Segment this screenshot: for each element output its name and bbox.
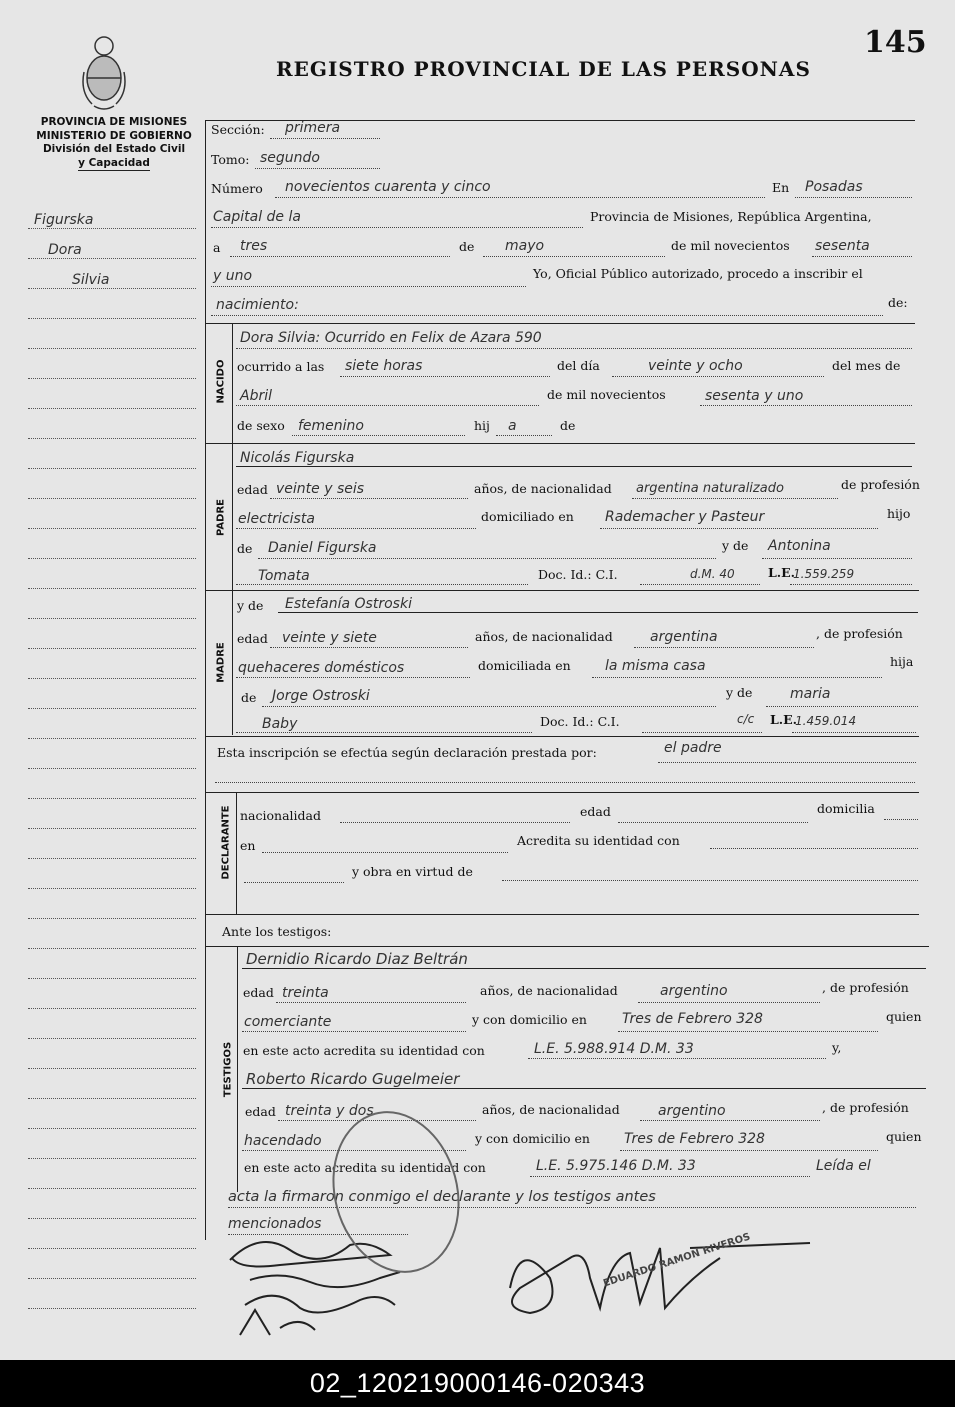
mes-nac-line xyxy=(236,405,539,406)
madre-apellido-line xyxy=(236,732,532,733)
testigo1-dom-line xyxy=(618,1031,878,1032)
dia-value: tres xyxy=(240,238,268,254)
margin-line xyxy=(28,1158,196,1159)
testigo1-edad-value: treinta xyxy=(282,985,329,1001)
margin-line xyxy=(28,1308,196,1309)
margin-line xyxy=(28,1008,196,1009)
anio2-line xyxy=(211,286,526,287)
testigos-inner-rule xyxy=(205,946,929,947)
margin-line xyxy=(28,948,196,949)
padre-edad-line xyxy=(270,498,468,499)
capital-value: Capital de la xyxy=(213,209,301,225)
padre-nac-line xyxy=(632,498,838,499)
testigo2-name-line xyxy=(242,1088,926,1089)
margin-line xyxy=(28,318,196,319)
margin-line xyxy=(28,768,196,769)
margin-line xyxy=(28,858,196,859)
madre-name-line xyxy=(278,612,918,613)
madre-rule xyxy=(205,590,919,591)
en-label: En xyxy=(772,180,790,195)
testigo1-prof-label: , de profesión xyxy=(822,980,909,995)
declarante-acredita-label: Acredita su identidad con xyxy=(517,833,680,848)
dia-nac-label: del día xyxy=(557,358,600,373)
declaracion-line-2 xyxy=(215,782,915,783)
madre-edad-value: veinte y siete xyxy=(282,630,377,646)
madre-apellido-value: Baby xyxy=(262,716,298,732)
testigo2-nac-line xyxy=(640,1120,820,1121)
margin-line xyxy=(28,1188,196,1189)
dia-nac-line xyxy=(612,376,824,377)
acta-line xyxy=(228,1207,916,1208)
numero-line xyxy=(275,197,765,198)
en-line xyxy=(795,197,912,198)
hij-de-label: de xyxy=(560,418,576,433)
testigo1-prof-line xyxy=(242,1031,466,1032)
testigo1-edad-label: edad xyxy=(243,985,274,1000)
footer-code: 02_120219000146-020343 xyxy=(0,1360,955,1407)
madre-nac-value: argentina xyxy=(650,629,718,645)
padre-prof-line xyxy=(236,528,476,529)
declarante-obra-label: y obra en virtud de xyxy=(352,864,473,879)
madre-yde2-label: y de xyxy=(726,685,753,700)
testigo1-dom-value: Tres de Febrero 328 xyxy=(622,1011,763,1027)
declarante-edad-line xyxy=(618,822,808,823)
padre-yde-value: Antonina xyxy=(768,538,831,554)
testigo1-dom-label: y con domicilio en xyxy=(472,1012,587,1027)
margin-line xyxy=(28,228,196,229)
hora-line xyxy=(340,376,550,377)
padre-prof-label: de profesión xyxy=(841,477,920,492)
padre-apellido-line xyxy=(236,584,528,585)
madre-hija-label: hija xyxy=(890,654,914,669)
testigo2-nac-value: argentino xyxy=(658,1103,726,1119)
margin-line xyxy=(28,1248,196,1249)
anio1-line xyxy=(812,256,912,257)
declaracion-rule xyxy=(205,736,919,737)
a-label: a xyxy=(213,240,221,255)
margin-line xyxy=(28,618,196,619)
testigo2-dom-value: Tres de Febrero 328 xyxy=(624,1131,765,1147)
padre-nac-value: argentina naturalizado xyxy=(636,481,784,496)
declaracion-label: Esta inscripción se efectúa según declaración prestada por: xyxy=(217,745,597,760)
leida-text: Leída el xyxy=(816,1158,871,1174)
padre-yde-label: y de xyxy=(722,538,749,553)
mes-value: mayo xyxy=(505,238,545,254)
margin-name2: Silvia xyxy=(72,272,110,288)
padre-dom-label: domiciliado en xyxy=(481,509,574,524)
testigo2-name: Roberto Ricardo Gugelmeier xyxy=(246,1070,460,1088)
numero-value: novecientos cuarenta y cinco xyxy=(285,179,491,195)
hij-value: a xyxy=(508,418,517,434)
testigo2-dom-line xyxy=(620,1150,878,1151)
nacido-name: Dora Silvia: Ocurrido en Felix de Azara 590 xyxy=(240,330,542,346)
padre-dom-line xyxy=(600,528,878,529)
mes-nac-label: del mes de xyxy=(832,358,901,373)
madre-le-label: L.E. xyxy=(770,712,798,727)
ocurrido-label: ocurrido a las xyxy=(237,359,325,374)
padre-de-line xyxy=(258,558,716,559)
declarante-divider xyxy=(236,792,237,914)
margin-line xyxy=(28,1098,196,1099)
padre-section-label: PADRE xyxy=(215,499,227,536)
tomo-line xyxy=(255,168,380,169)
testigo1-id-line xyxy=(528,1058,826,1059)
de-label: de xyxy=(459,239,475,254)
province-label: PROVINCIA DE MISIONES xyxy=(40,116,188,128)
testigo1-nac-label: años, de nacionalidad xyxy=(480,983,618,998)
madre-dom-label: domiciliada en xyxy=(478,658,571,673)
margin-line xyxy=(28,378,196,379)
declarante-en-line xyxy=(262,852,508,853)
testigo1-quien-label: quien xyxy=(886,1009,922,1024)
tomo-value: segundo xyxy=(260,150,320,166)
coat-of-arms-icon xyxy=(78,32,130,112)
hij-line xyxy=(496,435,552,436)
padre-hijo-label: hijo xyxy=(887,506,911,521)
margin-line xyxy=(28,678,196,679)
acto-line xyxy=(211,315,883,316)
margin-line xyxy=(28,798,196,799)
margin-line xyxy=(28,288,196,289)
testigo1-nac-line xyxy=(638,1002,820,1003)
testigo2-acredita-label: en este acto acredita su identidad con xyxy=(244,1160,486,1175)
testigo1-name-line xyxy=(242,968,926,969)
declarante-dom-label: domicilia xyxy=(817,801,875,816)
mes-line xyxy=(483,256,665,257)
padre-ci-value: d.M. 40 xyxy=(690,567,735,581)
de-end-label: de: xyxy=(888,295,908,310)
record-number: 145 xyxy=(864,25,927,60)
testigo2-id-line xyxy=(530,1176,810,1177)
dia-nac-value: veinte y ocho xyxy=(648,358,743,374)
nacido-name-line xyxy=(236,348,912,349)
declarante-obra-line xyxy=(502,880,918,881)
nacido-rule xyxy=(205,323,915,324)
testigo2-edad-value: treinta y dos xyxy=(285,1103,374,1119)
padre-de-label: de xyxy=(237,541,253,556)
declarante-dom-line xyxy=(884,819,918,820)
margin-line xyxy=(28,258,196,259)
testigos-ante-label: Ante los testigos: xyxy=(222,924,332,939)
testigos-rule xyxy=(205,914,919,915)
tomo-label: Tomo: xyxy=(211,152,250,167)
margin-line xyxy=(28,588,196,589)
padre-le-value: 1.559.259 xyxy=(793,567,855,581)
madre-name: Estefanía Ostroski xyxy=(285,596,412,612)
form-left-rule xyxy=(205,120,206,1240)
anio-nac-value: sesenta y uno xyxy=(705,388,804,404)
padre-le-label: L.E. xyxy=(768,565,796,580)
margin-name1: Dora xyxy=(48,242,82,258)
sexo-label: de sexo xyxy=(237,418,285,433)
declarante-obra-pre-line xyxy=(244,882,344,883)
testigo1-id-value: L.E. 5.988.914 D.M. 33 xyxy=(534,1041,694,1057)
margin-line xyxy=(28,708,196,709)
division-label: División del Estado Civil xyxy=(42,143,186,155)
acto-value: nacimiento: xyxy=(216,297,299,313)
nacido-section-label: NACIDO xyxy=(215,359,227,404)
madre-de-line xyxy=(262,706,716,707)
madre-yde2-value: maria xyxy=(790,686,831,702)
testigos-divider xyxy=(237,946,238,1192)
madre-prof-label: , de profesión xyxy=(816,626,903,641)
padre-rule xyxy=(205,443,915,444)
seccion-label: Sección: xyxy=(211,122,265,137)
padre-nac-label: años, de nacionalidad xyxy=(474,481,612,496)
margin-line xyxy=(28,468,196,469)
testigo1-prof-value: comerciante xyxy=(244,1014,332,1030)
padre-dom-value: Rademacher y Pasteur xyxy=(605,509,765,525)
mes-nac-value: Abril xyxy=(240,388,272,404)
padre-le-line xyxy=(790,584,912,585)
margin-line xyxy=(28,1278,196,1279)
testigo2-prof-value: hacendado xyxy=(244,1133,322,1149)
madre-de-label: de xyxy=(241,690,257,705)
declarante-nac-label: nacionalidad xyxy=(240,808,321,823)
margin-line xyxy=(28,438,196,439)
testigos-section-label: TESTIGOS xyxy=(222,1041,234,1098)
testigo2-edad-label: edad xyxy=(245,1104,276,1119)
padre-divider xyxy=(232,443,233,590)
madre-nac-label: años, de nacionalidad xyxy=(475,629,613,644)
margin-line xyxy=(28,888,196,889)
madre-edad-line xyxy=(270,647,468,648)
official-stamp-text: EDUARDO RAMON RIVEROS xyxy=(602,1231,752,1290)
madre-ci-line xyxy=(642,732,762,733)
provincia-label: Provincia de Misiones, República Argentina, xyxy=(590,209,872,224)
declarante-edad-label: edad xyxy=(580,804,611,819)
madre-yde-label: y de xyxy=(237,598,264,613)
margin-line xyxy=(28,648,196,649)
dia-line xyxy=(230,256,450,257)
testigo2-nac-label: años, de nacionalidad xyxy=(482,1102,620,1117)
capital-line xyxy=(211,227,583,228)
testigo2-quien-label: quien xyxy=(886,1129,922,1144)
madre-dom-value: la misma casa xyxy=(605,658,706,674)
madre-prof-line xyxy=(236,677,470,678)
official-signature xyxy=(490,1218,820,1338)
madre-edad-label: edad xyxy=(237,631,268,646)
madre-dom-line xyxy=(592,677,882,678)
numero-label: Número xyxy=(211,181,263,196)
hij-label: hij xyxy=(474,418,490,433)
mencionados-text: mencionados xyxy=(228,1216,322,1232)
acta-text: acta la firmaron conmigo el declarante y los testigos antes xyxy=(228,1189,656,1205)
nacido-divider xyxy=(232,323,233,443)
madre-yde2-line xyxy=(766,706,918,707)
padre-edad-label: edad xyxy=(237,482,268,497)
testigo1-name: Dernidio Ricardo Diaz Beltrán xyxy=(246,950,468,968)
testigo2-id-value: L.E. 5.975.146 D.M. 33 xyxy=(536,1158,696,1174)
testigo1-y-label: y, xyxy=(832,1040,842,1055)
margin-line xyxy=(28,1128,196,1129)
madre-divider xyxy=(232,590,233,735)
declaracion-value: el padre xyxy=(664,740,722,756)
declarante-nac-line xyxy=(340,822,570,823)
mil-label: de mil novecientos xyxy=(671,238,790,253)
madre-doc-label: Doc. Id.: C.I. xyxy=(540,714,620,729)
document-title: REGISTRO PROVINCIAL DE LAS PERSONAS xyxy=(276,57,811,81)
anio1-value: sesenta xyxy=(815,238,870,254)
margin-line xyxy=(28,558,196,559)
testigo1-acredita-label: en este acto acredita su identidad con xyxy=(243,1043,485,1058)
margin-line xyxy=(28,918,196,919)
mil-nac-label: de mil novecientos xyxy=(547,387,666,402)
padre-apellido-value: Tomata xyxy=(258,568,310,584)
testigo1-edad-line xyxy=(276,1002,466,1003)
declarante-en-label: en xyxy=(240,838,256,853)
margin-line xyxy=(28,348,196,349)
margin-line xyxy=(28,828,196,829)
madre-le-value: 1.459.014 xyxy=(795,714,857,728)
declarante-rule xyxy=(205,792,919,793)
ministry-label: MINISTERIO DE GOBIERNO xyxy=(36,129,192,142)
hora-value: siete horas xyxy=(345,358,423,374)
madre-prof-value: quehaceres domésticos xyxy=(238,660,405,676)
declarante-section-label: DECLARANTE xyxy=(220,805,232,880)
margin-line xyxy=(28,528,196,529)
madre-section-label: MADRE xyxy=(215,642,227,683)
padre-prof-value: electricista xyxy=(238,511,315,527)
testigo2-dom-label: y con domicilio en xyxy=(475,1131,590,1146)
padre-de-value: Daniel Figurska xyxy=(268,540,377,556)
padre-yde-line xyxy=(762,558,912,559)
padre-edad-value: veinte y seis xyxy=(276,481,365,497)
margin-line xyxy=(28,1218,196,1219)
padre-name-line xyxy=(236,466,912,467)
padre-name: Nicolás Figurska xyxy=(240,450,355,466)
declaracion-line xyxy=(658,762,916,763)
seccion-line xyxy=(270,138,380,139)
margin-line xyxy=(28,1038,196,1039)
madre-ci-value: c/c xyxy=(737,712,755,726)
testigo2-prof-label: , de profesión xyxy=(822,1100,909,1115)
margin-line xyxy=(28,408,196,409)
capacity-label: y Capacidad xyxy=(78,157,150,172)
margin-surname: Figurska xyxy=(34,212,94,228)
ministry-block xyxy=(22,116,206,171)
anio-nac-line xyxy=(700,405,912,406)
en-value: Posadas xyxy=(805,179,863,195)
margin-line xyxy=(28,1068,196,1069)
testigo1-nac-value: argentino xyxy=(660,983,728,999)
declarante-acredita-line xyxy=(710,848,918,849)
padre-ci-line xyxy=(640,584,760,585)
oficial-label: Yo, Oficial Público autorizado, procedo a inscribir el xyxy=(533,266,863,281)
margin-line xyxy=(28,498,196,499)
anio2-value: y uno xyxy=(213,268,253,284)
madre-le-line xyxy=(792,732,916,733)
padre-doc-label: Doc. Id.: C.I. xyxy=(538,567,618,582)
seccion-value: primera xyxy=(285,120,341,136)
margin-line xyxy=(28,978,196,979)
sexo-line xyxy=(292,435,465,436)
madre-de-value: Jorge Ostroski xyxy=(272,688,370,704)
sexo-value: femenino xyxy=(298,418,364,434)
madre-nac-line xyxy=(634,647,814,648)
margin-line xyxy=(28,738,196,739)
